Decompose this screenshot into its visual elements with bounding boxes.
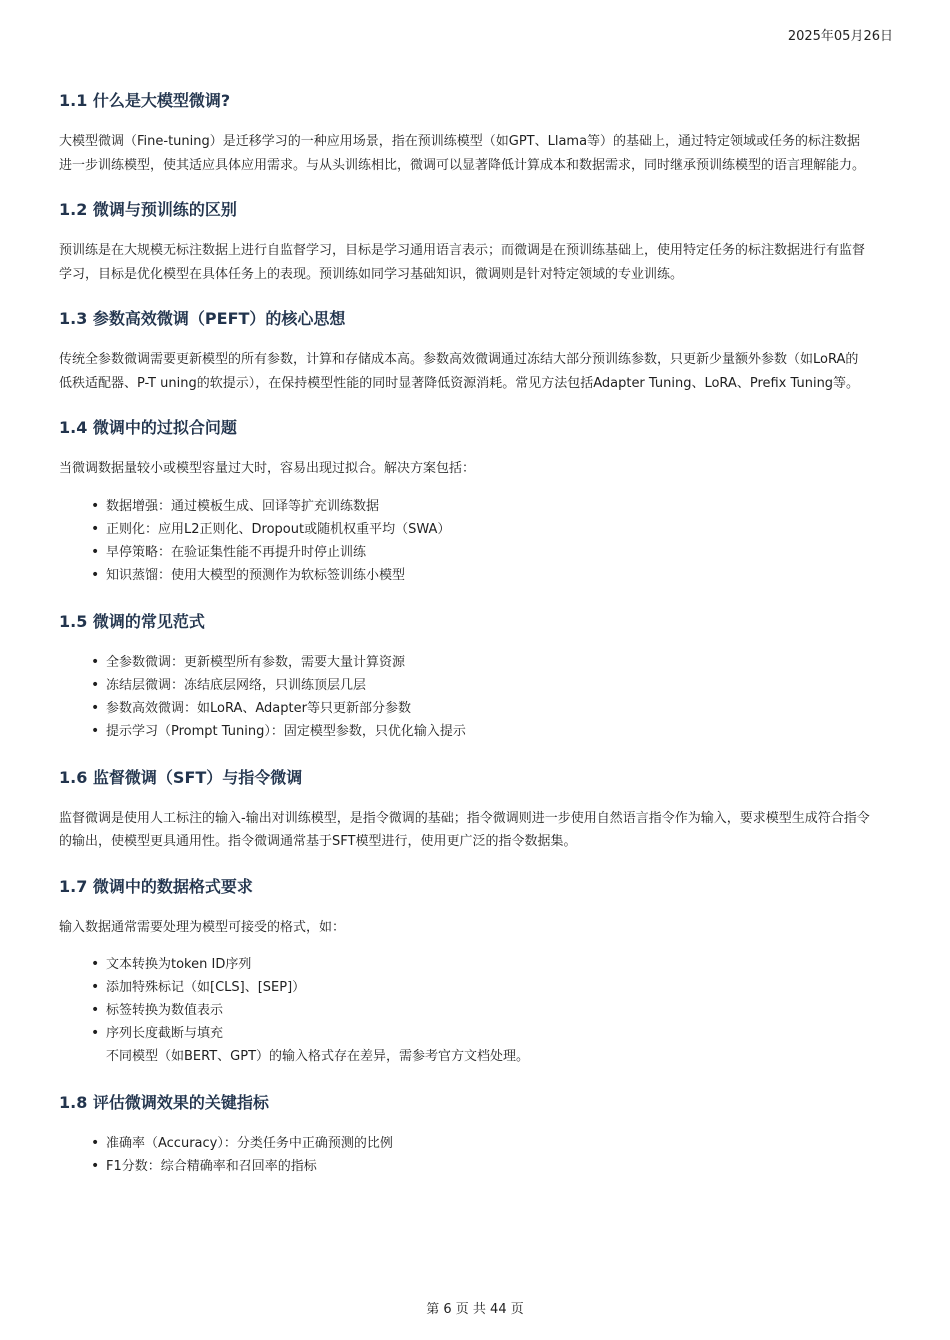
list-item: • 提示学习（Prompt Tuning）：固定模型参数，只优化输入提示 [106, 720, 871, 743]
list-item: • 冻结层微调：冻结底层网络，只训练顶层几层 [106, 674, 871, 697]
page-number: 第 6 页 共 44 页 [426, 1302, 524, 1317]
section-paragraph: 大模型微调（Fine-tuning）是迁移学习的一种应用场景，指在预训练模型（如GPT、Llama等）的基础上，通过特定领域或任务的标注数据进一步训练模型，使其适应具体应用需求。与从头训练相比，微调可以显著降低计算成本和数据需求，同时继承预训练模型的语言理解能力。 [59, 134, 866, 173]
document-date: 2025年05月26日 [787, 29, 893, 44]
list-item: • 早停策略：在验证集性能不再提升时停止训练 [106, 541, 871, 564]
section-1-1 [59, 88, 871, 177]
list-item: • 添加特殊标记（如[CLS]、[SEP]） [106, 976, 871, 999]
list-item: • 参数高效微调：如LoRA、Adapter等只更新部分参数 [106, 697, 871, 720]
section-heading: 1.3 参数高效微调（PEFT）的核心思想 [59, 309, 346, 328]
list-item: • 文本转换为token ID序列 [106, 953, 871, 976]
bullet-list [59, 953, 871, 1068]
list-continuation-text: 不同模型（如BERT、GPT）的输入格式存在差异，需参考官方文档处理。 [106, 1049, 530, 1064]
list-item-text: 序列长度截断与填充 [106, 1026, 224, 1041]
bullet-list [59, 495, 871, 587]
section-paragraph: 输入数据通常需要处理为模型可接受的格式，如： [59, 919, 346, 935]
section-paragraph: 预训练是在大规模无标注数据上进行自监督学习，目标是学习通用语言表示；而微调是在预训练基础上，使用特定任务的标注数据进行有监督学习，目标是优化模型在具体任务上的表现。预训练如同学习基础知识，微调则是针对特定领域的专业训练。 [59, 243, 866, 282]
bullet-list [59, 1132, 871, 1178]
section-1-3 [59, 306, 871, 395]
section-1-4 [59, 415, 871, 587]
bullet-list [59, 651, 871, 743]
section-1-7 [59, 874, 871, 1069]
section-heading: 1.6 监督微调（SFT）与指令微调 [59, 767, 303, 787]
list-item: • 正则化：应用L2正则化、Dropout或随机权重平均（SWA） [106, 518, 871, 541]
section-1-8 [59, 1090, 871, 1178]
list-item: • F1分数：综合精确率和召回率的指标 [106, 1155, 871, 1178]
section-1-5 [59, 609, 871, 743]
section-1-6 [59, 765, 871, 854]
section-paragraph: 传统全参数微调需要更新模型的所有参数，计算和存储成本高。参数高效微调通过冻结大部分预训练参数，只更新少量额外参数（如LoRA的低秩适配器、P-T uning的软提示），在保持模型性能的同时显著降低资源消耗。常见方法包括Adapter Tuning、LoRA、Prefix Tuning等。 [59, 352, 860, 391]
section-1-2 [59, 197, 871, 286]
section-paragraph: 当微调数据量较小或模型容量过大时，容易出现过拟合。解决方案包括： [59, 461, 476, 476]
list-item: • 准确率（Accuracy）：分类任务中正确预测的比例 [106, 1132, 871, 1155]
list-item: • 标签转换为数值表示 [106, 999, 871, 1022]
section-heading: 1.4 微调中的过拟合问题 [59, 418, 237, 437]
section-paragraph: 监督微调是使用人工标注的输入-输出对训练模型，是指令微调的基础；指令微调则进一步使用自然语言指令作为输入，要求模型生成符合指令的输出，使模型更具通用性。指令微调通常基于SFT模型进行，使用更广泛的指令数据集。 [59, 810, 870, 849]
list-item: • 数据增强：通过模板生成、回译等扩充训练数据 [106, 495, 871, 518]
list-item: • 全参数微调：更新模型所有参数，需要大量计算资源 [106, 651, 871, 674]
list-item [106, 1022, 871, 1068]
section-heading: 1.5 微调的常见范式 [59, 611, 205, 631]
section-heading: 1.2 微调与预训练的区别 [59, 200, 237, 219]
section-heading: 1.8 评估微调效果的关键指标 [59, 1093, 269, 1112]
section-heading: 1.7 微调中的数据格式要求 [59, 876, 253, 896]
list-item: • 知识蒸馏：使用大模型的预测作为软标签训练小模型 [106, 564, 871, 587]
section-heading: 1.1 什么是大模型微调? [59, 91, 231, 110]
document-body [59, 88, 871, 1200]
